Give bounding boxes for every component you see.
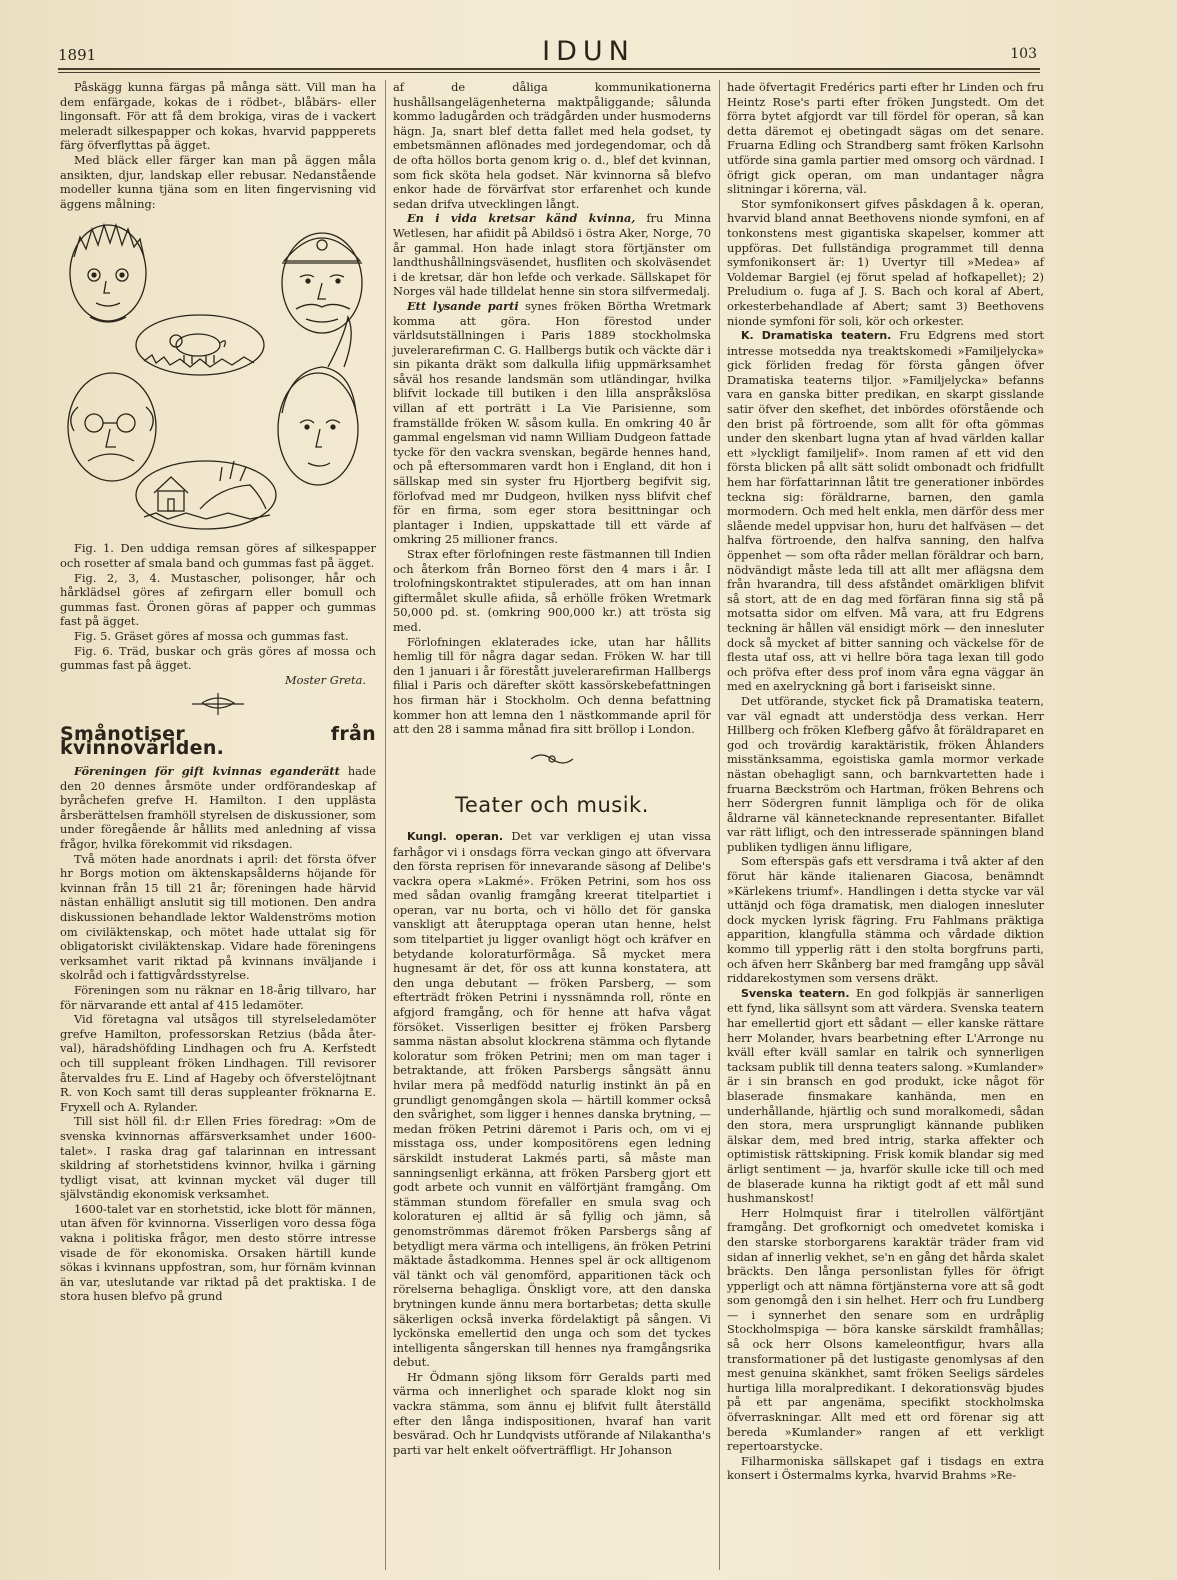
- paragraph: Till sist höll fil. d:r Ellen Fries föredrag: »Om de svenska kvinnornas affärsverksamhet under 1600-talet». I raska drag gaf talarinnan en intressant skildring af storhetstidens kvinnor, hvilka i gärning tydligt visat, att kvinnan mycket väl duger till självständig ekonomisk verksamhet.: [60, 1114, 376, 1202]
- paragraph: [60, 764, 376, 852]
- ornament-icon: [527, 749, 577, 769]
- paragraph: Filharmoniska sällskapet gaf i tisdags en extra konsert i Östermalms kyrka, hvarvid Brahms »Re-: [727, 1453, 1044, 1483]
- article-text: synes fröken Börtha Wretmark komma att göra. Hon förestod under världsutställningen i Paris 1889 stockholmska juvelerarefirman C. G. Hallbergs butik och väckte där i sin pikanta dräkt som dalkulla lifiig uppmärksamhet såväl hos resande landsmän som utländingar, hvilka blifvit lockade till butiken i den lilla anspråkslösa villan af ett porträtt i La Vie Parisienne, som framställde fröken W. såsom kulla. En omkring 40 år gammal engelsman vid namn William Dudgeon fattade tycke för den vackra svenskan, begärde hennes hand, och på eftersommaren vardt hon i England, dit hon i sällskap med sin syster fru Hjortberg begifvit sig, förlofvad med mr Dudgeon, hvilken nyss blifvit chef för en firma, som eger stora besittningar och plantager i Indien, uppskattade till ett värde af omkring 25 millioner francs.: [393, 298, 711, 547]
- paragraph: Herr Holmquist firar i titelrollen välförtjänt framgång. Det grofkornigt och omedvetet komiska i den starske storborgarens karaktär träder fram vid sidan af innerlig vekhet, se'n en gång det hårda skalet bräckts. Den långa personlistan fylles för öfrigt ypperligt och att nämna förtjänsterna vore att så godt som genomgå den i sin helhet. Herr och fru Lundberg — i synnerhet den senare som en urdråplig Stockholmspiga — böra kanske särskildt framhållas; så ock herr Olsons kameleontfigur, hvars alla transformationer på det lustigaste genomlysas af den mest genuina skänkhet, samt fröken Seeligs särdeles hurtiga lilla moralpredikant. I dekorationsväg bjudes på ett par angenäma, specifikt stockholmska öfverraskningar. Allt med ett ord förenar sig att bereda »Kumlander» rangen af ett verkligt repertoarstycke.: [727, 1205, 1044, 1454]
- ornament-divider: [60, 691, 376, 721]
- egg-illustrations: [60, 217, 376, 535]
- ornament-icon: [188, 691, 248, 717]
- paragraph: Det utförande, stycket fick på Dramatiska teatern, var väl egnadt att understödja dess verkan. Herr Hillberg och fröken Klefberg gåfvo åt föräldraparet en god och trovärdig karaktäristik, fröken Åhlanders misstänksamma, egoistiska gamla mormor verkade nästan obehagligt sann, och barnkvartetten hade i fruarna Bæckström och Hartman, fröken Behrens och herr Södergren funnit lämpliga och för de olika åldrarne väl kännetecknande representanter. Bifallet var rätt lifligt, och den intresserade spänningen bland publiken tydligen ännu lifligare,: [727, 693, 1044, 854]
- paragraph: Hr Ödmann sjöng liksom förr Geralds parti med värma och innerlighet och sparade klokt nog sin vackra stämma, som ännu ej blifvit fullt återställd efter den långa indispositionen, hvaraf han varit besvärad. Och hr Lundqvists utförande af Nilakantha's parti var helt enkelt oöfverträffligt. Hr Johanson: [393, 1369, 711, 1457]
- paragraph: [727, 986, 1044, 1206]
- paragraph: [393, 299, 711, 547]
- paragraph: Strax efter förlofningen reste fästmannen till Indien och återkom från Borneo först den 4 mars i år. I trolofningskontraktet stipulerades, att om han innan giftermålet skulle afiida, så erhölle fröken Wretmark 50,000 pd. st. (omkring 900,000 kr.) att trösta sig med.: [393, 547, 711, 634]
- article-title: Ett lysande parti: [407, 298, 519, 313]
- egg-faces-drawing: [60, 217, 376, 535]
- egg-figure-6: [136, 461, 276, 529]
- masthead-title: IDUN: [542, 36, 635, 67]
- egg-figure-2: [282, 233, 362, 333]
- egg-figure-5: [136, 315, 264, 375]
- article-text: fru Minna Wetlesen, har afiidit på Abildsö i östra Aker, Norge, 70 år gammal. Hon hade inlagt stora förtjänster om landthushållningsväsendet, husfliten och skolväsendet i de kretsar, där hon lefde och verkade. Sällskapet för Norges väl hade tilldelat henne sin stora silfvermedalj.: [393, 211, 712, 299]
- paragraph: [727, 328, 1044, 694]
- paragraph: [393, 829, 711, 1370]
- article-title: En i vida kretsar känd kvinna,: [407, 211, 636, 226]
- subsection-label: Svenska teatern.: [741, 986, 850, 1000]
- article-text: Det var verkligen ej utan vissa farhågor vi i onsdags förra veckan gingo att öfvervara den första reprisen för innevarande säsong af Delibe's vackra opera »Lakmé». Fröken Petrini, som hos oss med sådan ovanlig framgång kreerat titelpartiet i operan, var nu borta, och vi höllo det för ganska vanskligt att återupptaga operan utan henne, helst som titelpartiet ju ligger ovanligt högt och kräfver en betydande koloraturförmåga. Så mycket mera hugnesamt är det, för oss att kunna konstatera, att den unga debutant — fröken Parsberg, — som efterträdt fröken Petrini i nyssnämnda roll, rönte en afgjord framgång, och för henne att hafva vågat försöket. Visserligen besitter ej fröken Parsberg samma nästan absolut klockrena stämma och flytande koloratur som fröken Petrini; men om man tager i betraktande, att fröken Parsbergs sångsätt ännu hvilar mera på medfödd naturlig instinkt än på en grundligt genomgången skola — härtill kommer också den svårighet, som ligger i hennes danska brytning, — medan fröken Petrini däremot i Paris och, om vi ej misstaga oss, under kompositörens egen ledning särskildt instuderat Lakmés parti, så måste man sanningsenligt erkänna, att fröken Parsberg gjort ett godt arbete och vunnit en välförtjänt framgång. Om stämman stundom förefaller en smula svag och koloraturen ej alltid är så fyllig och jämn, så genomströmmas däremot fröken Parsbergs sång af betydligt mera värma och intelligens, än fröken Petrini mäktade åstadkomma. Hennes spel är ock alltigenom väl tänkt och väl genomförd, apparitionen täck och rörelserna behagliga. Önskligt vore, att den danska brytningen kunde ännu mera bortarbetas; detta skulle säkerligen också inverka fördelaktigt på sången. Vi lyckönska emellertid den unga och som det tyckes intelligenta sångerskan till hennes nya framgångsrika debut.: [393, 828, 712, 1370]
- header-rule: [58, 68, 1040, 70]
- subsection-label: K. Dramatiska teatern.: [741, 329, 892, 343]
- header-year: 1891: [58, 46, 97, 64]
- paragraph: Förlofningen eklaterades icke, utan har hållits hemlig till för några dagar sedan. Fröken W. har till den 1 januari i år förestått juvelerarefirman Hallbergs filial i Paris och därefter skött kassörskebefattningen hos firman här i Stockholm. Och denna befattning kommer hon att lemna den 1 nästkommande april för att den 28 i samma månad fira sitt bröllop i London.: [393, 634, 711, 737]
- figure-caption: Fig. 5. Gräset göres af mossa och gummas fast.: [74, 628, 349, 643]
- column-divider: [385, 80, 386, 1570]
- article-title: Föreningen för gift kvinnas eganderätt: [74, 764, 340, 779]
- paragraph: 1600-talet var en storhetstid, icke blott för männen, utan äfven för kvinnorna. Visserligen voro dessa föga vakna i politiska frågor, men desto större intresse visade de för ekonomiska. Orsaken härtill kunde sökas i kvinnans uppfostran, som, hur förnäm kvinnan än var, uteslutande var riktad på det praktiska. I de stora husen blefvo på grund: [60, 1201, 376, 1304]
- paragraph: hade öfvertagit Fredérics parti efter hr Linden och fru Heintz Rose's parti efter fröken Jungstedt. Om det förra bytet afgjordt var till fördel för operan, så kan detta däremot ej obetingadt sägas om det senare. Fruarna Edling och Strandberg samt fröken Karlsohn utförde sina gamla partier med omsorg och värdnad. I öfrigt gick operan, om man undantager några slitningar i körerna, väl.: [727, 80, 1044, 197]
- egg-figure-4: [278, 317, 358, 485]
- egg-figure-3: [68, 373, 156, 481]
- section-heading: Smånotiser från kvinnovärlden.: [60, 722, 376, 760]
- paragraph: Två möten hade anordnats i april: det första öfver hr Borgs motion om äktenskapsålderns höjande för kvinnan från 15 till 21 år; föreningen hade härvid nästan enhälligt anslutit sig till motionen. Den andra diskussionen behandlade lektor Waldenströms motion om civiläktenskap, och mötet hade uttalat sig för obligatoriskt civiläktenskap. Vidare hade föreningens verksamhet varit riktad på kvinnans inväljande i skolråd och i fattigvårdsstyrelse.: [60, 851, 376, 983]
- subsection-label: Kungl. operan.: [407, 829, 504, 843]
- article-text: En god folkpjäs är sannerligen ett fynd, lika sällsynt som att värdera. Svenska teatern har emellertid gjort ett sådant — eller kanske rättare herr Molander, hvars bearbetning efter L'Arronge nu kväll efter kväll samlar en talrik och synnerligen tacksam publik till denna teaters salong. »Kumlander» är i sin bransch en god produkt, icke något för blaserade finsmakare kanhända, men en underhållande, hjärtlig och sund moralkomedi, sådan den stora, mera ursprungligt kännande publiken älskar dem, med bred intrig, starka affekter och optimistisk rättskipning. Frisk komik blandar sig med ärligt sentiment — ja, hvarför skulle icke till och med de blaserade kunna ha riktigt godt af ett mål sund hushmanskost!: [727, 985, 1045, 1206]
- paragraph: Med bläck eller färger kan man på äggen måla ansikten, djur, landskap eller rebusar. Nedanstående modeller kunna tjäna som en liten fingervisning vid äggens målning:: [60, 152, 376, 211]
- figure-caption: Fig. 1. Den uddiga remsan göres af silkespapper och rosetter af smala band och gummas fast på ägget.: [60, 541, 376, 570]
- article-text: Fru Edgrens med stort intresse motsedda nya treaktskomedi »Familjelycka» gick förliden fredag för första gången öfver Dramatiska teaterns tiljor. »Familjelycka» befanns vara en ganska bitter predikan, en skarpt gisslande satir öfver den skefhet, det inbördes oförstående och den brist på förtroende, som allt för ofta gömmas under den skenbart lugna ytan af hvad världen kallar ett »lyckligt familjelif». Inom ramen af ett vid den första blicken på allt sätt solidt ombonadt och fridfullt hem har författarinnan låtit tre generationer inbördes teckna sig: föräldrarne, barnen, den gamla mormodern. Och med helt enkla, men därför dess mer slående medel uppvisar hon, huru det halfväsen — det halfva förtroende, den halfva sanning, den halfva öppenhet — som ofta råder mellan föräldrar och barn, nödvändigt måste leda till att allt mer aflägsna dem från hvarandra, till dess afståndet omärkligen blifvit så stort, att de en dag med förfäran finna sig stå på motsatta sidor om elfven. Må vara, att fru Edgrens teckning är hållen väl ensidigt mörk — den innesluter dock så mycket af bitter sanning och väckelse för de flesta utaf oss, att vi hellre böra taga lexan till godo och pröfva efter dess prof inom våra egna väggar än med en axelryckning gå bort i fariseiskt sinne.: [727, 328, 1045, 694]
- paragraph: Som efterspäs gafs ett versdrama i två akter af den förut här kände italienaren Giacosa, benämndt »Kärlekens triumf». Handlingen i detta stycke var väl uttänjd och föga dramatisk, men dialogen innesluter dock mycken lyrisk fägring. Fru Fahlmans präktiga apparition, klangfulla stämma och vårdade diktion kommo till ypperlig rätt i den stolta borgfruns parti, och äfven herr Skånberg bar med framgång upp såväl riddarekostymen som versens dräkt.: [727, 854, 1044, 986]
- paragraph: [393, 211, 711, 299]
- paragraph: af de dåliga kommunikationerna hushållsangelägenheterna maktpåliggande; sålunda kommo ladugården och trädgården under husmoderns hägn. Ja, snart blef detta fallet med hela godset, ty embetsmännen aflönades med jordegendomar, och då de ofta höllos borta genom krig o. d., blef det kvinnan, som fick sköta hela godset. När kvinnorna så blefvo enkor hade de förvärfvat stor erfarenhet och kunde sedan drifva utvecklingen långt.: [393, 80, 711, 211]
- column-3: [727, 80, 1044, 1483]
- paragraph: Föreningen som nu räknar en 18-årig tillvaro, har för närvarande ett antal af 415 ledamöter.: [60, 982, 376, 1012]
- paragraph: Påskägg kunna färgas på många sätt. Vill man ha dem enfärgade, kokas de i rödbet-, blåbärs- eller lingonsaft. För att få dem brokiga, viras de i vackert meleradt silkespapper och kokas, hvarvid pappperets färg öfverflyttas på ägget.: [60, 80, 376, 153]
- article-text: hade den 20 dennes årsmöte under ordförandeskap af byråchefen grefve H. Hamilton. I den upplästa årsberättelsen framhöll styrelsen de diskussioner, som under föregående år hållits med anledning af vissa frågor, hvilka förekommit vid riksdagen.: [60, 764, 376, 852]
- page-number: 103: [1010, 46, 1037, 62]
- signature: Moster Greta.: [284, 672, 366, 687]
- column-divider: [719, 80, 720, 1570]
- paragraph: Stor symfonikonsert gifves påskdagen å k. operan, hvarvid bland annat Beethovens nionde symfoni, en af tonkonstens mest gigantiska skapelser, kommer att uppföras. Det fullständiga programmet till denna symfonikonsert är: 1) Uvertyr till »Medea» af Voldemar Bargiel (ej förut spelad af hofkapellet); 2) Preludium o. fuga af J. S. Bach och koral af Abert, orkesterbehandlade af Abert; samt 3) Beethovens nionde symfoni för soli, kör och orkester.: [727, 196, 1044, 328]
- column-1: [60, 80, 376, 1304]
- column-2: [393, 80, 711, 1457]
- figure-caption: Fig. 2, 3, 4. Mustascher, polisonger, hår och hårklädsel göres af zefirgarn eller bomull och gummas fast. Öronen göras af papper och gummas fast på ägget.: [60, 570, 376, 629]
- section-heading: Teater och musik.: [455, 793, 649, 818]
- figure-caption: Fig. 6. Träd, buskar och gräs göres af mossa och gummas fast på ägget.: [60, 643, 376, 673]
- ornament-divider: [393, 749, 711, 773]
- egg-figure-1: [70, 225, 146, 322]
- header-rule-thin: [58, 72, 1040, 73]
- paragraph: Vid företagna val utsågos till styrelseledamöter grefve Hamilton, professorskan Retzius (båda åter-val), häradshöfding Lindhagen och fru A. Kerfstedt och till suppleant fröken Lindhagen. Till revisorer återvaldes fru E. Lind af Hageby och öfverstelöjtnant R. von Koch samt till deras suppleanter fröknarna E. Fryxell och A. Rylander.: [60, 1012, 376, 1114]
